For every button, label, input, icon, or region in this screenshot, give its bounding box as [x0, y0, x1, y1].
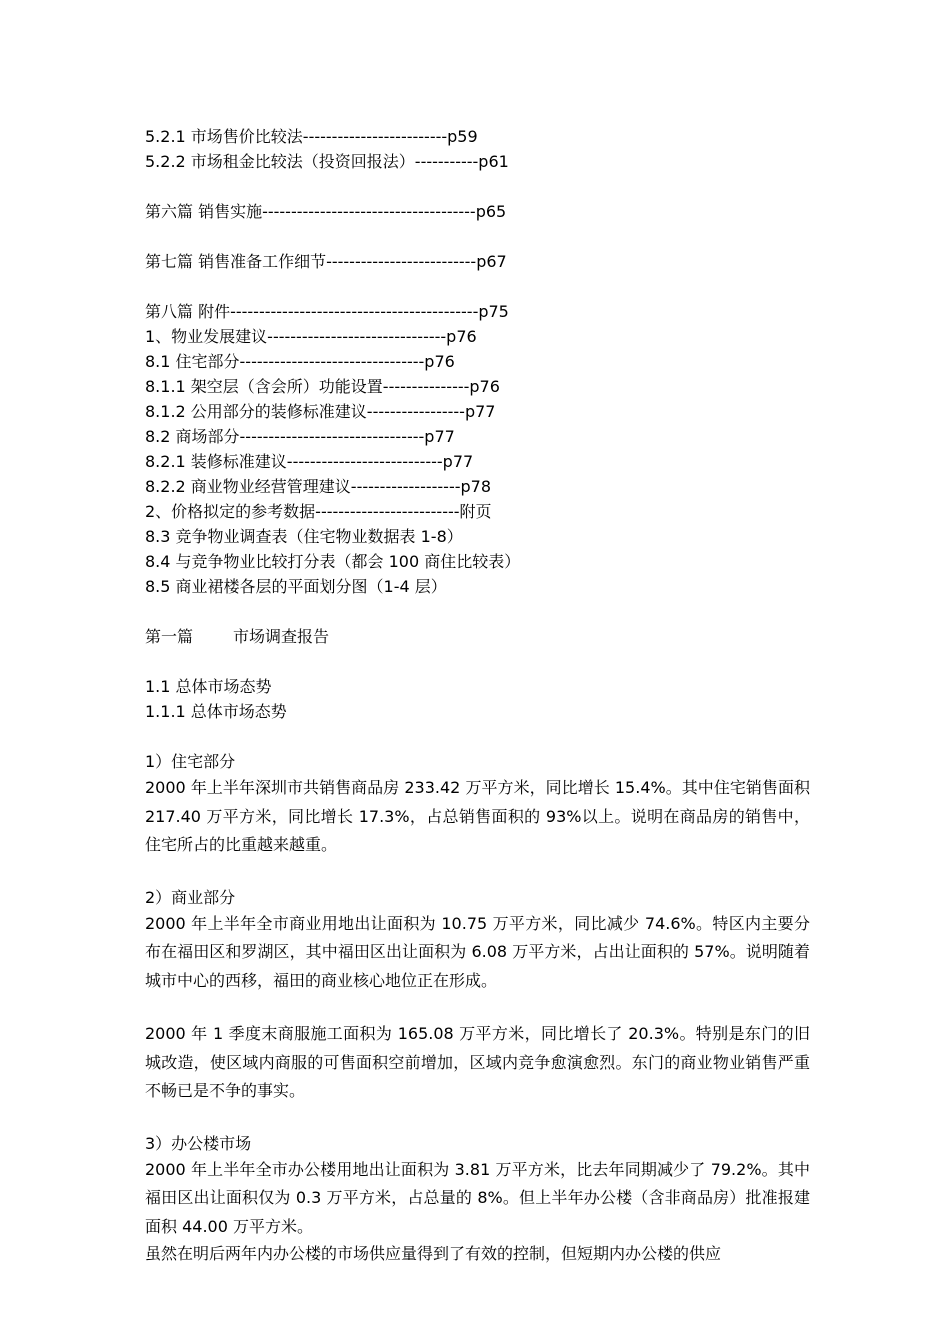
residential-paragraph: 2000 年上半年深圳市共销售商品房 233.42 万平方米，同比增长 15.4%。其中住宅销售面积 217.40 万平方米，同比增长 17.3%，占总销售面积的 93%以上。说明在商品房的销售中，住宅所占的比重越来越重。	[145, 778, 810, 854]
document-page	[145, 124, 810, 1266]
chapter-label: 第一篇	[145, 627, 194, 646]
toc-line: 1、物业发展建议-------------------------------p76	[145, 327, 477, 346]
toc-line: 8.2.1 装修标准建议---------------------------p77	[145, 452, 474, 471]
toc-line: 8.1.1 架空层（含会所）功能设置---------------p76	[145, 377, 500, 396]
spacer	[145, 724, 810, 749]
spacer	[145, 860, 810, 885]
spacer	[145, 274, 810, 299]
commercial-paragraph: 2000 年上半年全市商业用地出让面积为 10.75 万平方米，同比减少 74.6%。特区内主要分布在福田区和罗湖区，其中福田区出让面积为 6.08 万平方米，占出让面积的 57%。说明随着城市中心的西移，福田的商业核心地位正在形成。	[145, 913, 810, 990]
chapter-heading	[145, 624, 810, 649]
toc-line: 8.2 商场部分--------------------------------p77	[145, 427, 455, 446]
chapter-title: 市场调查报告	[233, 627, 330, 646]
toc-line: 8.1 住宅部分--------------------------------p76	[145, 352, 455, 371]
toc-line: 8.2.2 商业物业经营管理建议-------------------p78	[145, 477, 492, 496]
spacer	[145, 174, 810, 199]
toc-line: 5.2.2 市场租金比较法（投资回报法）-----------p61	[145, 152, 509, 171]
spacer	[145, 224, 810, 249]
toc-line: 第六篇 销售实施-------------------------------------p65	[145, 202, 507, 221]
office-paragraph: 2000 年上半年全市办公楼用地出让面积为 3.81 万平方米，比去年同期减少了 79.2%。其中福田区出让面积仅为 0.3 万平方米，占总量的 8%。但上半年办公楼（含非商品房）批准报建面积 44.00 万平方米。	[145, 1159, 810, 1236]
toc-line: 8.5 商业裙楼各层的平面划分图（1-4 层）	[145, 577, 447, 596]
commercial-paragraph: 2000 年 1 季度末商服施工面积为 165.08 万平方米，同比增长了 20.3%。特别是东门的旧城改造，使区域内商服的可售面积空前增加，区域内竞争愈演愈烈。东门的商业物业销售严重不畅已是不争的事实。	[145, 1024, 810, 1100]
spacer	[145, 649, 810, 674]
toc-line: 5.2.1 市场售价比较法-------------------------p59	[145, 127, 478, 146]
residential-heading: 1）住宅部分	[145, 752, 236, 771]
toc-line: 第八篇 附件-------------------------------------------p75	[145, 302, 509, 321]
section-heading: 1.1 总体市场态势	[145, 677, 272, 696]
toc-line: 8.1.2 公用部分的装修标准建议-----------------p77	[145, 402, 496, 421]
toc-line: 8.4 与竞争物业比较打分表（都会 100 商住比较表）	[145, 552, 521, 571]
subsection-heading: 1.1.1 总体市场态势	[145, 702, 287, 721]
toc-line: 2、价格拟定的参考数据-------------------------附页	[145, 502, 492, 521]
office-heading: 3）办公楼市场	[145, 1133, 252, 1153]
spacer	[145, 599, 810, 624]
toc-line: 第七篇 销售准备工作细节--------------------------p67	[145, 252, 507, 271]
spacer	[145, 995, 810, 1020]
commercial-heading: 2）商业部分	[145, 887, 236, 907]
toc-line: 8.3 竞争物业调查表（住宅物业数据表 1-8）	[145, 527, 463, 546]
office-paragraph: 虽然在明后两年内办公楼的市场供应量得到了有效的控制，但短期内办公楼的供应	[145, 1244, 722, 1263]
spacer	[145, 1106, 810, 1131]
